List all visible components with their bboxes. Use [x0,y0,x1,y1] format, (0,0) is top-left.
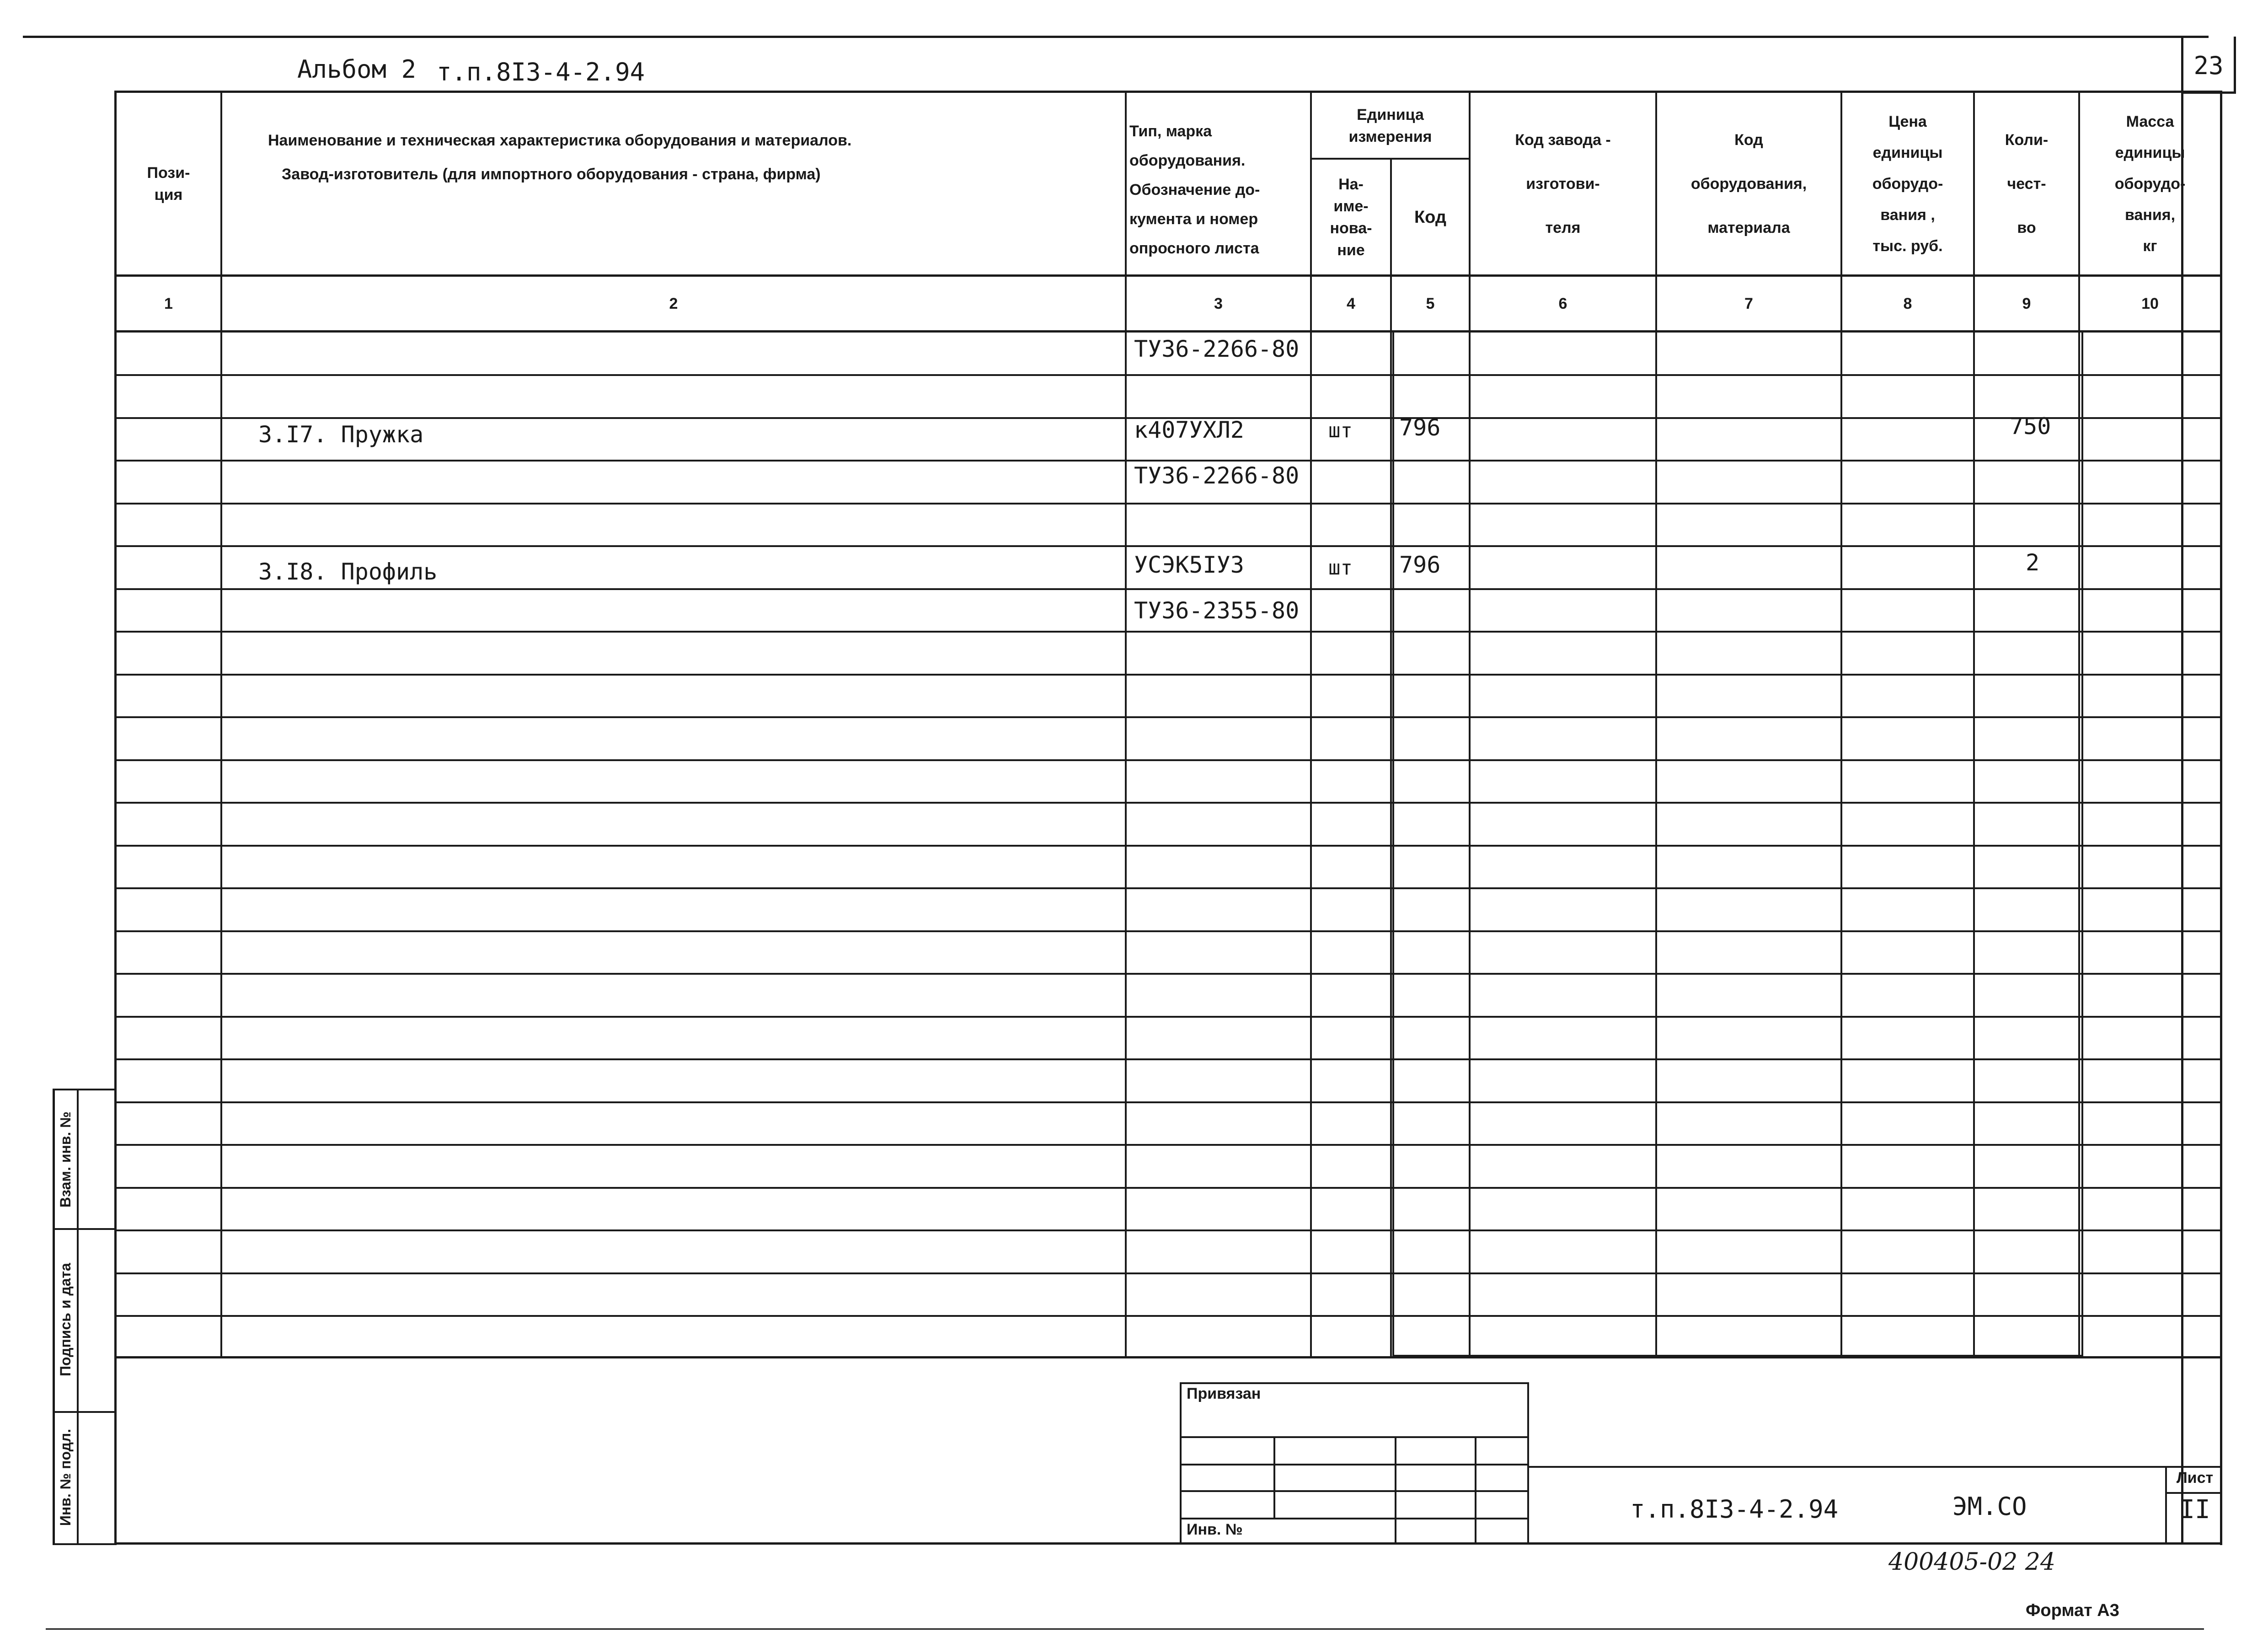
sheet-bottom-line [114,1542,2222,1545]
column-number: 9 [2022,295,2031,312]
side-stamp-inner [77,1089,79,1545]
row-line [117,759,2220,761]
row6-name: 3.I8. Профиль [258,558,438,585]
table-right-line [2220,91,2222,1545]
corner-sheet-number: 23 [2193,51,2224,80]
attached-box-right [1527,1382,1529,1545]
label-signature-date: Подпись и дата [57,1263,74,1376]
inner-frame-top [1392,330,2083,332]
header-name: Наименование и техническая характеристика оборудования и материалов. Завод-изготовитель (для импортного оборудования - страна, фирма) [268,132,852,183]
row-line [117,1058,2220,1060]
row-line [117,973,2220,975]
row-line [117,1016,2220,1018]
header-position: Пози- ция [147,164,190,204]
row6-unit-code: 796 [1399,552,1441,578]
row1-type: ТУ36-2266-80 [1134,336,1300,362]
header-unit-name: На- име- нова- ние [1330,176,1372,259]
column-number: 2 [669,295,678,312]
row-line [117,802,2220,804]
album-code: т.п.8I3-4-2.94 [437,58,645,86]
main-stamp-top [1527,1466,2222,1468]
row3-name: 3.I7. Пружка [258,421,424,448]
album-title: Альбом 2 [297,55,417,84]
attached-col3 [1475,1436,1476,1544]
sheet-cell-left [2165,1466,2167,1544]
header-equipment-code: Код оборудования, материала [1690,131,1807,236]
column-number: 5 [1426,295,1435,312]
header-type: Тип, марка оборудования. Обозначение до- кумента и номер опросного листа [1129,123,1260,257]
row-line [117,1187,2220,1189]
column-number: 6 [1558,295,1567,312]
attached-col1 [1273,1436,1275,1518]
sheet-number: II [2179,1495,2210,1525]
row-line [117,588,2220,590]
row-line [117,1101,2220,1103]
sheet-cell-divider [2165,1492,2222,1494]
row3-unit: шт [1328,419,1353,442]
col-line-4 [1390,158,1392,1358]
attached-label: Привязан [1187,1385,1261,1402]
row3-unit-code: 796 [1399,414,1441,441]
header-unit-mass: Масса единицы оборудо- вания, кг [2114,113,2186,255]
row-line [117,674,2220,676]
column-number: 4 [1347,295,1355,312]
row-line [117,503,2220,505]
sheet-label: Лист [2176,1469,2214,1487]
row-line [117,545,2220,547]
handwritten-archive-code: 400405-02 24 [1888,1548,2055,1576]
column-number: 8 [1903,295,1912,312]
column-number: 3 [1214,295,1223,312]
side-stamp-left [53,1089,55,1545]
row-line [117,1315,2220,1317]
row-line [117,631,2220,633]
top-frame-line [23,36,2209,38]
row-line [117,716,2220,718]
row-line [117,374,2220,376]
row-line [117,930,2220,932]
bottom-trim-line [46,1628,2204,1630]
column-number: 1 [164,295,173,312]
row4-type: ТУ36-2266-80 [1134,462,1300,489]
row-line [117,887,2220,889]
row3-type: к407УХЛ2 [1134,417,1244,443]
inventory-label: Инв. № [1187,1521,1243,1538]
corner-box-right [2234,37,2236,91]
side-stamp-top [53,1089,117,1090]
label-replaced-inv: Взам. инв. № [57,1111,74,1208]
row-line [117,845,2220,847]
header-manufacturer-code: Код завода - изготови- теля [1515,131,1611,236]
header-unit-group: Единица измерения [1348,106,1432,145]
row7-type: ТУ36-2355-80 [1134,597,1300,624]
section-code: ЭМ.СО [1952,1492,2027,1521]
row-line [117,1229,2220,1231]
row3-quantity: 750 [2010,413,2051,440]
format-label: Формат А3 [2026,1601,2119,1620]
header-quantity: Коли- чест- во [2005,131,2049,236]
row6-unit: шт [1328,556,1353,580]
header-unit-code: Код [1414,208,1447,227]
row-line [117,1144,2220,1146]
header-unit-price: Цена единицы оборудо- вания , тыс. руб. [1872,113,1943,255]
row6-quantity: 2 [2026,549,2040,576]
table-body-bottom [114,1356,2222,1358]
row-line [117,460,2220,462]
attached-col2 [1395,1436,1396,1544]
column-number: 10 [2141,295,2159,312]
document-code: т.п.8I3-4-2.94 [1630,1495,1839,1524]
column-number: 7 [1744,295,1753,312]
label-inventory-number: Инв. № подл. [57,1428,74,1526]
row6-type: УСЭК5IУЗ [1134,552,1244,578]
row-line [117,1272,2220,1274]
attached-box-top [1180,1382,1527,1384]
